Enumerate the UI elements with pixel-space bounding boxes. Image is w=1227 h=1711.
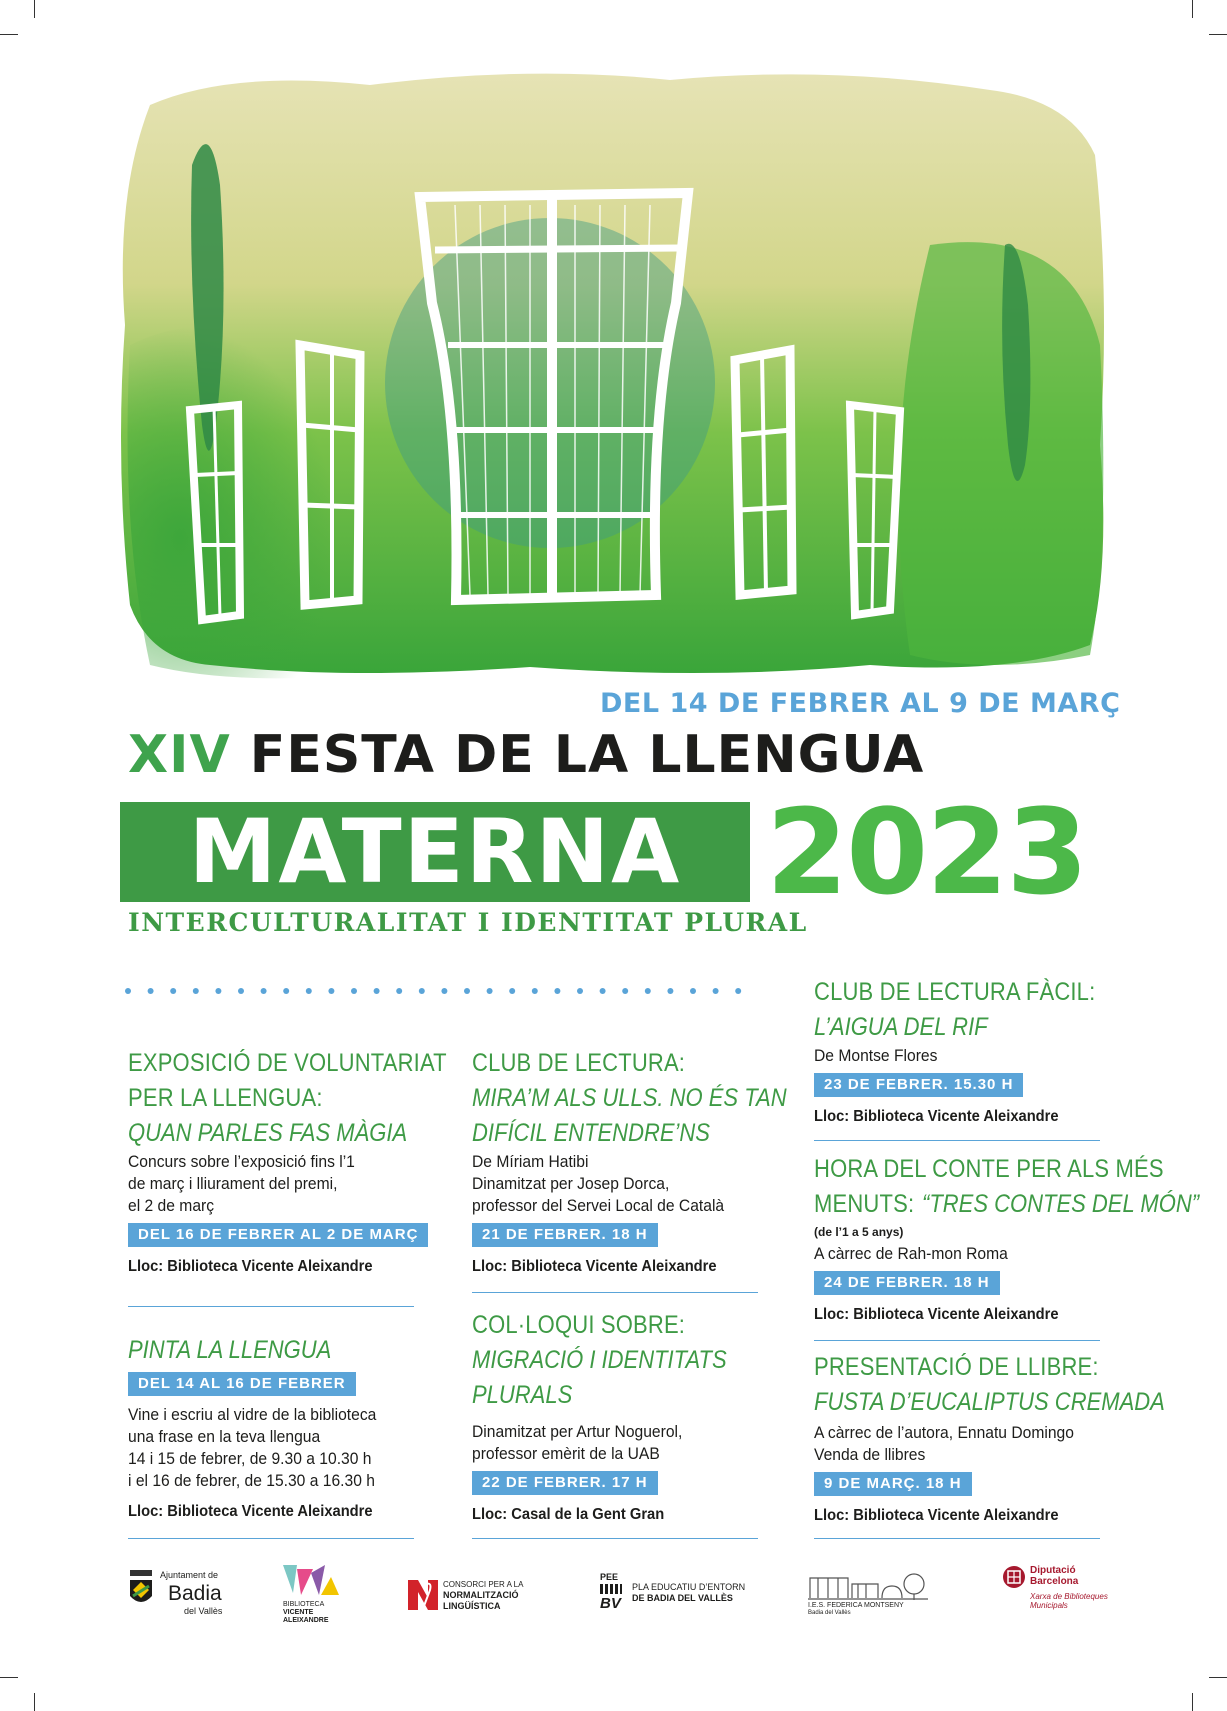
divider-dot bbox=[170, 988, 176, 994]
logo-text: LINGÜÍSTICA bbox=[443, 1601, 501, 1611]
divider-dot bbox=[125, 988, 131, 994]
building-icon bbox=[808, 1572, 928, 1600]
divider-dot bbox=[238, 988, 244, 994]
divider-dot bbox=[306, 988, 312, 994]
event-description: una frase en la teva llengua bbox=[128, 1427, 321, 1446]
event-subtitle: L’AIGUA DEL RIF bbox=[814, 1013, 988, 1041]
logo-consorci bbox=[408, 1580, 548, 1620]
event-hora-conte bbox=[814, 1152, 1227, 1326]
event-subtitle: PLURALS bbox=[472, 1381, 573, 1409]
event-description: Dinamitzat per Josep Dorca, bbox=[472, 1174, 670, 1193]
event-description: Vine i escriu al vidre de la biblioteca bbox=[128, 1405, 377, 1424]
event-description: A càrrec de l’autora, Ennatu Domingo bbox=[814, 1423, 1074, 1442]
logo-mark: BV bbox=[600, 1595, 621, 1612]
event-separator bbox=[814, 1538, 1100, 1539]
event-title: CLUB DE LECTURA: bbox=[472, 1049, 686, 1077]
event-exposicio bbox=[128, 1046, 490, 1278]
event-description: De Míriam Hatibi bbox=[472, 1152, 589, 1171]
logo-text: PLA EDUCATIU D’ENTORN bbox=[632, 1582, 746, 1592]
event-subtitle: PINTA LA LLENGUA bbox=[128, 1336, 332, 1364]
divider-dot bbox=[351, 988, 357, 994]
event-description: el 2 de març bbox=[128, 1196, 215, 1215]
logo-diputacio bbox=[1002, 1565, 1112, 1625]
event-title-row bbox=[814, 1187, 1227, 1222]
event-title: EXPOSICIÓ DE VOLUNTARIAT bbox=[128, 1049, 447, 1077]
event-separator bbox=[814, 1340, 1100, 1341]
pee-icon bbox=[600, 1572, 628, 1616]
hero-illustration bbox=[110, 45, 1110, 685]
event-colloqui bbox=[472, 1308, 761, 1526]
logo-text: Barcelona bbox=[1030, 1576, 1079, 1587]
divider-dot bbox=[713, 988, 719, 994]
logo-text: Xarxa de Biblioteques bbox=[1030, 1592, 1108, 1601]
divider-dot bbox=[509, 988, 515, 994]
event-separator bbox=[128, 1306, 414, 1307]
date-badge: 23 DE FEBRER. 15.30 H bbox=[814, 1073, 1023, 1097]
crop-mark bbox=[1209, 34, 1227, 35]
triangles-icon bbox=[283, 1565, 339, 1597]
barcode-mark bbox=[600, 1584, 622, 1594]
logo-text: del Vallès bbox=[184, 1606, 223, 1616]
event-separator bbox=[472, 1292, 758, 1293]
event-dates: DEL 14 DE FEBRER AL 9 DE MARÇ bbox=[600, 688, 1121, 719]
crop-mark bbox=[0, 34, 18, 35]
event-description: A càrrec de Rah-mon Roma bbox=[814, 1244, 1008, 1263]
date-badge: 24 DE FEBRER. 18 H bbox=[814, 1271, 1000, 1295]
diputacio-icon bbox=[1002, 1565, 1026, 1589]
edition-number: XIV bbox=[128, 725, 231, 785]
event-place: Lloc: Biblioteca Vicente Aleixandre bbox=[128, 1258, 373, 1275]
date-badge: DEL 14 AL 16 DE FEBRER bbox=[128, 1372, 356, 1396]
event-separator bbox=[472, 1538, 758, 1539]
event-description: i el 16 de febrer, de 15.30 a 16.30 h bbox=[128, 1471, 375, 1490]
divider-dot bbox=[600, 988, 606, 994]
event-description: Concurs sobre l’exposició fins l’1 bbox=[128, 1152, 355, 1171]
date-badge: DEL 16 DE FEBRER AL 2 DE MARÇ bbox=[128, 1223, 428, 1247]
event-club-lectura bbox=[472, 1046, 829, 1278]
crop-mark bbox=[1192, 1693, 1193, 1711]
event-description: Dinamitzat per Artur Noguerol, bbox=[472, 1422, 683, 1441]
event-title: CLUB DE LECTURA FÀCIL: bbox=[814, 978, 1096, 1006]
event-title: HORA DEL CONTE PER ALS MÉS bbox=[814, 1155, 1164, 1183]
crest-icon bbox=[128, 1570, 154, 1610]
materna-label: MATERNA bbox=[188, 800, 682, 903]
crop-mark bbox=[34, 0, 35, 18]
crop-mark bbox=[1209, 1677, 1227, 1678]
logo-text: Diputació bbox=[1030, 1565, 1076, 1576]
festival-subtitle: INTERCULTURALITAT I IDENTITAT PLURAL bbox=[128, 908, 808, 937]
crop-mark bbox=[0, 1677, 18, 1678]
title-text: FESTA DE LA LLENGUA bbox=[249, 725, 925, 785]
divider-dot bbox=[148, 988, 154, 994]
logo-text: Badia del Vallès bbox=[808, 1610, 851, 1616]
dotted-divider bbox=[124, 986, 744, 996]
date-badge: 22 DE FEBRER. 17 H bbox=[472, 1471, 658, 1495]
logo-text: Ajuntament de bbox=[160, 1570, 219, 1580]
logo-biblioteca bbox=[283, 1565, 363, 1635]
event-separator bbox=[814, 1140, 1100, 1141]
divider-dot bbox=[396, 988, 402, 994]
logo-pla-educatiu bbox=[600, 1572, 750, 1622]
festival-title bbox=[128, 725, 924, 785]
event-subtitle: MIRA’M ALS ULLS. NO ÉS TAN bbox=[472, 1084, 787, 1112]
divider-dot bbox=[374, 988, 380, 994]
event-description: Venda de llibres bbox=[814, 1445, 926, 1464]
event-presentacio bbox=[814, 1350, 1213, 1527]
divider-dot bbox=[645, 988, 651, 994]
event-separator bbox=[128, 1538, 414, 1539]
divider-dot bbox=[577, 988, 583, 994]
age-note: (de l’1 a 5 anys) bbox=[814, 1225, 904, 1239]
event-title: PRESENTACIÓ DE LLIBRE: bbox=[814, 1353, 1099, 1381]
divider-dot bbox=[215, 988, 221, 994]
divider-dot bbox=[667, 988, 673, 994]
event-pinta bbox=[128, 1333, 398, 1523]
logo-name: Badia bbox=[168, 1582, 222, 1605]
divider-dot bbox=[419, 988, 425, 994]
divider-dot bbox=[554, 988, 560, 994]
event-title: COL·LOQUI SOBRE: bbox=[472, 1311, 686, 1339]
event-description: professor emèrit de la UAB bbox=[472, 1444, 660, 1463]
divider-dot bbox=[328, 988, 334, 994]
event-description: 14 i 15 de febrer, de 9.30 a 10.30 h bbox=[128, 1449, 372, 1468]
event-subtitle: FUSTA D’EUCALIPTUS CREMADA bbox=[814, 1388, 1165, 1416]
divider-dot bbox=[487, 988, 493, 994]
divider-dot bbox=[690, 988, 696, 994]
logo-text: CONSORCI PER A LA bbox=[443, 1580, 524, 1589]
event-subtitle: QUAN PARLES FAS MÀGIA bbox=[128, 1119, 408, 1147]
cpnl-icon bbox=[408, 1580, 438, 1610]
event-title: MENUTS: bbox=[814, 1190, 915, 1218]
divider-dot bbox=[193, 988, 199, 994]
event-description: professor del Servei Local de Català bbox=[472, 1196, 725, 1215]
date-badge: 9 DE MARÇ. 18 H bbox=[814, 1472, 972, 1496]
event-description: de març i lliurament del premi, bbox=[128, 1174, 338, 1193]
event-subtitle: MIGRACIÓ I IDENTITATS bbox=[472, 1346, 727, 1374]
event-place: Lloc: Biblioteca Vicente Aleixandre bbox=[814, 1108, 1059, 1125]
logo-ies bbox=[808, 1572, 938, 1622]
event-place: Lloc: Casal de la Gent Gran bbox=[472, 1506, 665, 1523]
logo-text: DE BADIA DEL VALLÈS bbox=[632, 1593, 733, 1603]
event-description: De Montse Flores bbox=[814, 1046, 938, 1065]
logo-text: Municipals bbox=[1030, 1601, 1068, 1610]
divider-dot bbox=[283, 988, 289, 994]
event-subtitle: “TRES CONTES DEL MÓN” bbox=[922, 1190, 1200, 1218]
event-subtitle: DIFÍCIL ENTENDRE’NS bbox=[472, 1119, 710, 1147]
logo-badia bbox=[128, 1570, 248, 1630]
crop-mark bbox=[34, 1693, 35, 1711]
divider-dot bbox=[464, 988, 470, 994]
date-badge: 21 DE FEBRER. 18 H bbox=[472, 1223, 658, 1247]
event-lectura-facil bbox=[814, 975, 1134, 1128]
logo-text: BIBLIOTECA bbox=[283, 1601, 325, 1608]
festival-year: 2023 bbox=[766, 783, 1087, 921]
event-place: Lloc: Biblioteca Vicente Aleixandre bbox=[814, 1306, 1059, 1323]
logo-text: ALEIXANDRE bbox=[283, 1617, 329, 1624]
logo-text: NORMALITZACIÓ bbox=[443, 1590, 519, 1600]
crop-mark bbox=[1192, 0, 1193, 18]
divider-dot bbox=[441, 988, 447, 994]
event-place: Lloc: Biblioteca Vicente Aleixandre bbox=[128, 1503, 373, 1520]
divider-dot bbox=[622, 988, 628, 994]
divider-dot bbox=[532, 988, 538, 994]
divider-dot bbox=[735, 988, 741, 994]
logo-text: VICENTE bbox=[283, 1609, 314, 1616]
logo-mark: PEE bbox=[600, 1572, 619, 1582]
logo-text: I.E.S. FEDERICA MONTSENY bbox=[808, 1602, 904, 1609]
event-title: PER LA LLENGUA: bbox=[128, 1084, 323, 1112]
event-place: Lloc: Biblioteca Vicente Aleixandre bbox=[472, 1258, 717, 1275]
event-place: Lloc: Biblioteca Vicente Aleixandre bbox=[814, 1507, 1059, 1524]
divider-dot bbox=[261, 988, 267, 994]
